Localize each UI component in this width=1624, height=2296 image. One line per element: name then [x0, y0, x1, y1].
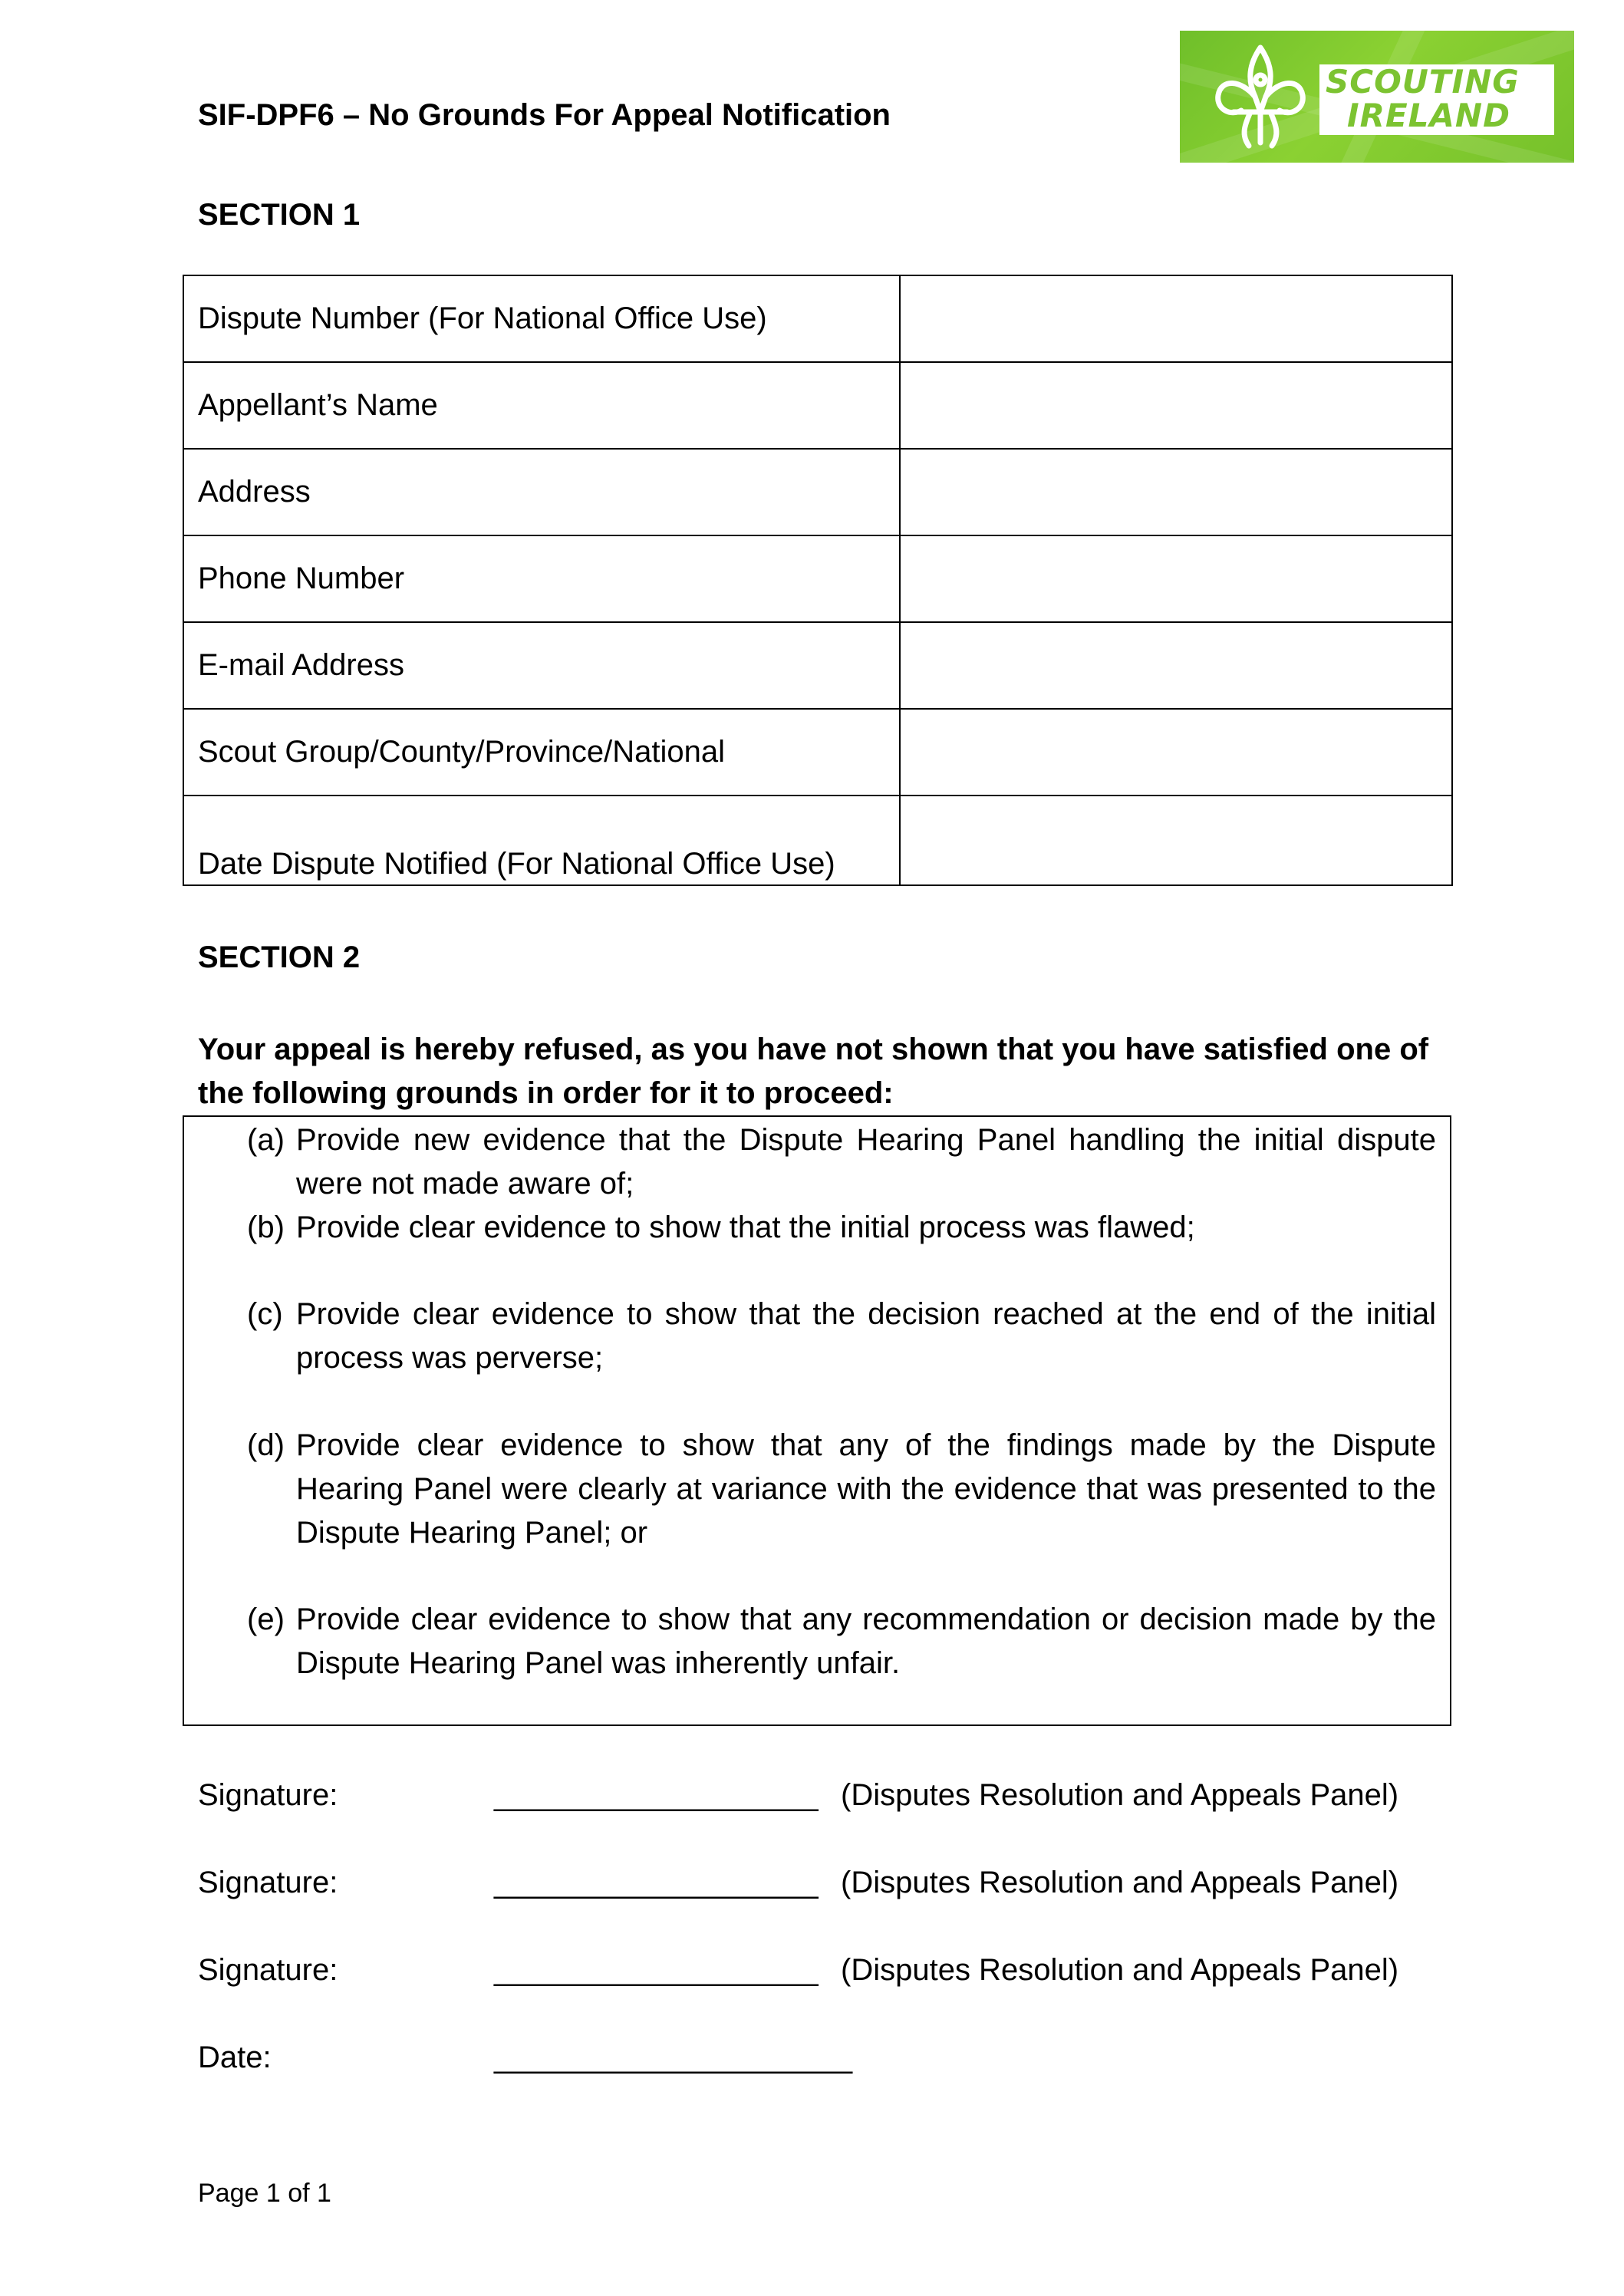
ground-text: Provide clear evidence to show that the initial process was flawed;: [296, 1211, 1195, 1244]
ground-text: Provide clear evidence to show that any recommendation or decision made by the Dispute Hearing Panel was inherently unfair.: [296, 1603, 1436, 1680]
ground-text: Provide clear evidence to show that any of the findings made by the Dispute Hearing Panel were clearly at variance with the evidence that was presented to the Dispute Hearing Panel; or: [296, 1428, 1436, 1550]
ground-letter: (c): [247, 1297, 283, 1331]
ground-letter: (a): [247, 1123, 285, 1157]
logo-line-1: SCOUTING: [1326, 63, 1520, 100]
list-item: [247, 1424, 1436, 1555]
signature-label: Signature:: [198, 1953, 338, 1987]
refusal-statement: Your appeal is hereby refused, as you have not shown that you have satisfied one of the following grounds in order for it to proceed:: [198, 1033, 1429, 1110]
ground-text: Provide new evidence that the Dispute Hearing Panel handling the initial dispute were not made aware of;: [296, 1123, 1436, 1201]
ground-letter: (e): [247, 1603, 285, 1636]
signature-line[interactable]: ___________________: [494, 1866, 819, 1899]
table-row: [183, 362, 1452, 449]
date-label: Date:: [198, 2041, 272, 2074]
scout-group-field[interactable]: [900, 709, 1452, 796]
ground-text: Provide clear evidence to show that the decision reached at the end of the initial process was perverse;: [296, 1297, 1436, 1375]
signature-role: (Disputes Resolution and Appeals Panel): [841, 1953, 1399, 1987]
phone-number-field[interactable]: [900, 535, 1452, 622]
signature-line[interactable]: ___________________: [494, 1953, 819, 1987]
logo-wordmark: [1319, 64, 1554, 135]
page-number: Page 1 of 1: [198, 2179, 331, 2208]
document-title: SIF-DPF6 – No Grounds For Appeal Notification: [198, 98, 891, 132]
scouting-ireland-logo: [1180, 31, 1574, 163]
logo-line-2: IRELAND: [1347, 97, 1510, 134]
email-address-field[interactable]: [900, 622, 1452, 709]
row-label: E-mail Address: [183, 622, 900, 709]
fleur-de-lis-icon: [1211, 41, 1310, 153]
signature-label: Signature:: [198, 1778, 338, 1812]
signature-role: (Disputes Resolution and Appeals Panel): [841, 1866, 1399, 1899]
list-item: [247, 1118, 1436, 1206]
signature-line[interactable]: ___________________: [494, 1778, 819, 1812]
table-row: [183, 796, 1452, 885]
table-row: [183, 535, 1452, 622]
signature-label: Signature:: [198, 1866, 338, 1899]
table-row: [183, 449, 1452, 535]
date-line[interactable]: _____________________: [494, 2041, 853, 2074]
row-label: Appellant’s Name: [183, 362, 900, 449]
table-row: [183, 622, 1452, 709]
row-label: Date Dispute Notified (For National Office Use): [183, 796, 900, 885]
ground-letter: (d): [247, 1428, 285, 1462]
dispute-number-field[interactable]: [900, 275, 1452, 362]
row-label: Dispute Number (For National Office Use): [183, 275, 900, 362]
row-label: Phone Number: [183, 535, 900, 622]
ground-letter: (b): [247, 1211, 285, 1244]
table-row: [183, 275, 1452, 362]
row-label: Address: [183, 449, 900, 535]
signature-role: (Disputes Resolution and Appeals Panel): [841, 1778, 1399, 1812]
section-2-heading: SECTION 2: [198, 940, 361, 974]
appellant-name-field[interactable]: [900, 362, 1452, 449]
section-1-heading: SECTION 1: [198, 198, 361, 232]
table-row: [183, 709, 1452, 796]
list-item: [247, 1598, 1436, 1685]
list-item: [247, 1206, 1436, 1250]
address-field[interactable]: [900, 449, 1452, 535]
appellant-details-table: [183, 275, 1453, 886]
date-notified-field[interactable]: [900, 796, 1452, 885]
grounds-list: [183, 1115, 1451, 1726]
list-item: [247, 1293, 1436, 1380]
row-label: Scout Group/County/Province/National: [183, 709, 900, 796]
